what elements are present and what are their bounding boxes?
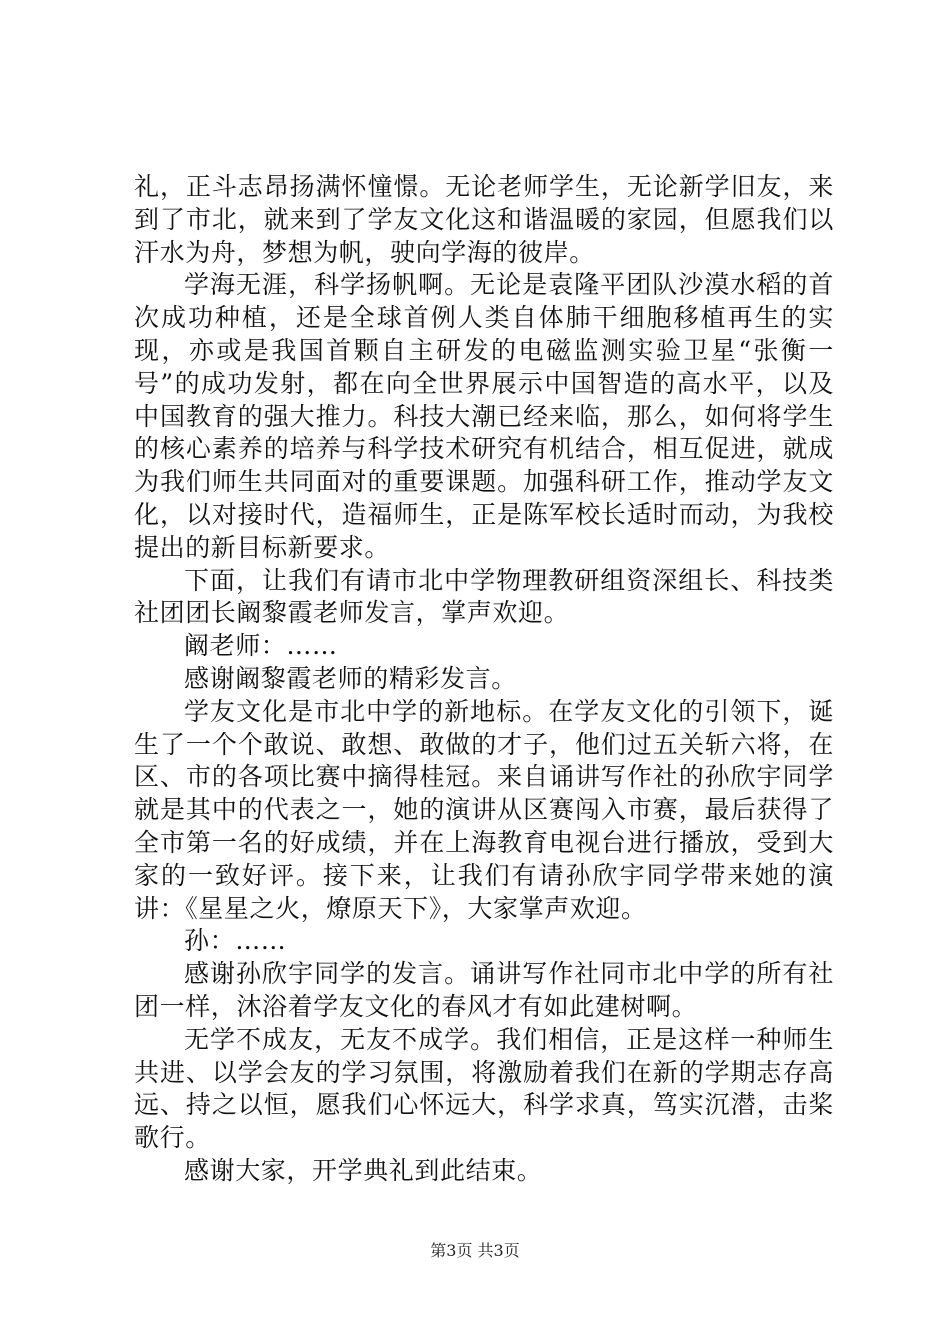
- document-body: [134, 171, 834, 1188]
- paragraph: 感谢阚黎霞老师的精彩发言。: [184, 663, 517, 693]
- page-number-footer: 第3页 共3页: [430, 1241, 520, 1260]
- paragraph: 孙：……: [184, 926, 287, 956]
- paragraph: 阚老师：……: [184, 631, 338, 661]
- paragraph: 学友文化是市北中学的新地标。在学友文化的引领下，诞生了一个个敢说、敢想、敢做的才子，他们过五关斩六将，在区、市的各项比赛中摘得桂冠。来自诵讲写作社的孙欣宇同学就是其中的代表之一，她的演讲从区赛闯入市赛，最后获得了全市第一名的好成绩，并在上海教育电视台进行播放，受到大家的一致好评。接下来，让我们有请孙欣宇同学带来她的演讲：《星星之火，燎原天下》，大家掌声欢迎。: [134, 696, 834, 923]
- paragraph: 下面，让我们有请市北中学物理教研组资深组长、科技类社团团长阚黎霞老师发言，掌声欢迎。: [134, 565, 834, 628]
- paragraph: 感谢孙欣宇同学的发言。诵讲写作社同市北中学的所有社团一样，沐浴着学友文化的春风才有如此建树啊。: [134, 959, 834, 1021]
- paragraph-continuation: 礼，正斗志昂扬满怀憧憬。无论老师学生，无论新学旧友，来到了市北，就来到了学友文化这和谐温暖的家园，但愿我们以汗水为舟，梦想为帆，驶向学海的彼岸。: [134, 172, 834, 267]
- paragraph: 感谢大家，开学典礼到此结束。: [184, 1155, 543, 1185]
- paragraph: 无学不成友，无友不成学。我们相信，正是这样一种师生共进、以学会友的学习氛围，将激励着我们在新的学期志存高远、持之以恒，愿我们心怀远大，科学求真，笃实沉潜，击桨歌行。: [134, 1024, 834, 1153]
- paragraph: 学海无涯，科学扬帆啊。无论是袁隆平团队沙漠水稻的首次成功种植，还是全球首例人类自体肺干细胞移植再生的实现，亦或是我国首颗自主研发的电磁监测实验卫星“张衡一号”的成功发射，都在向全世界展示中国智造的高水平，以及中国教育的强大推力。科技大潮已经来临，那么，如何将学生的核心素养的培养与科学技术研究有机结合，相互促进，就成为我们师生共同面对的重要课题。加强科研工作，推动学友文化，以对接时代，造福师生，正是陈军校长适时而动，为我校提出的新目标新要求。: [134, 270, 834, 562]
